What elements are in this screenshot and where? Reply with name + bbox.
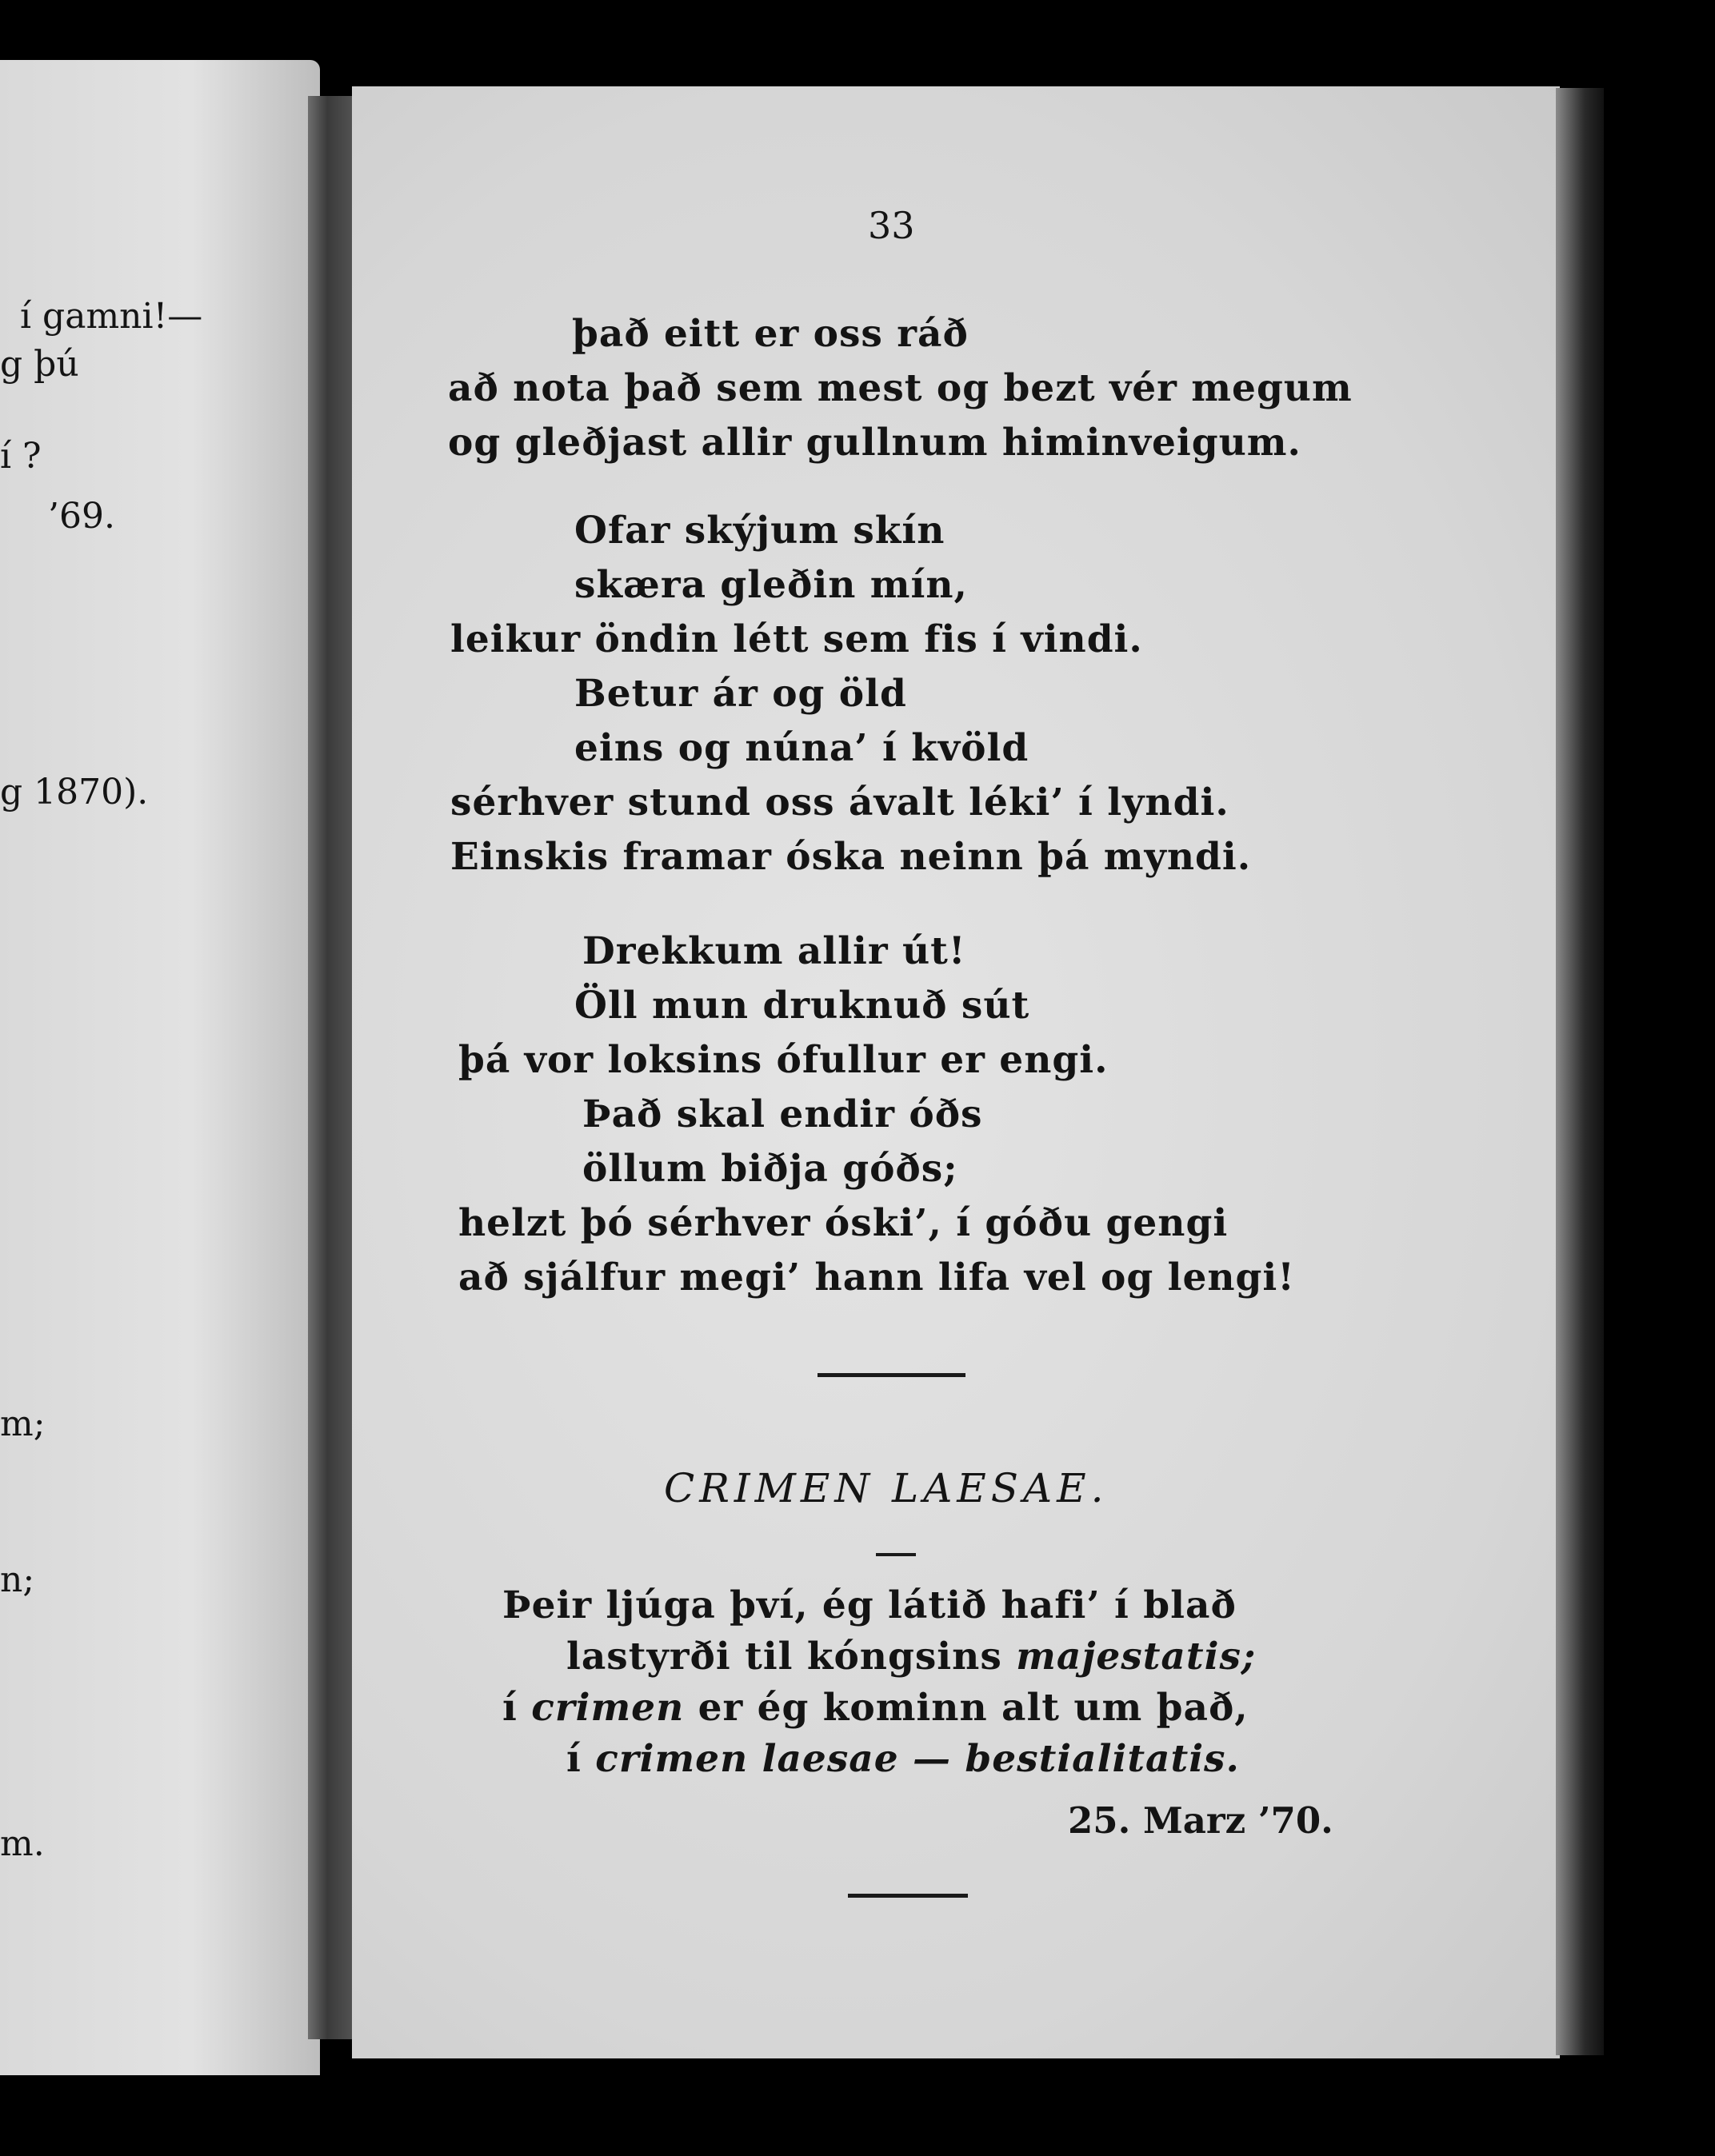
verse-line: Drekkum allir út! [582,929,966,973]
poem-line [566,1737,1240,1781]
verse-line: leikur öndin létt sem fis í vindi. [450,617,1143,661]
end-divider [848,1894,968,1898]
poem-title: CRIMEN LAESAE. [664,1465,1109,1511]
poem-line-italic: crimen [531,1686,685,1730]
right-page-edge [1556,88,1604,2055]
verse-line: Einskis framar óska neinn þá myndi. [450,835,1252,879]
left-text-fragment: í ? [0,436,42,477]
verse-line: Það skal endir óðs [582,1092,983,1136]
poem-line-text: í [502,1686,532,1730]
book-gutter [308,96,356,2039]
poem-line [566,1635,1256,1679]
left-text-fragment: g þú [0,344,79,385]
left-text-fragment: í gamni!— [20,296,203,337]
verse-line: Betur ár og öld [574,672,907,716]
left-page [0,60,320,2075]
poem-line-text: í [566,1737,596,1781]
verse-line: Öll mun druknuð sút [574,984,1030,1028]
left-text-fragment: m. [0,1823,45,1864]
verse-line: helzt þó sérhver óski’, í góðu gengi [458,1201,1229,1245]
left-text-fragment: n; [0,1559,35,1600]
verse-line: eins og núna’ í kvöld [574,726,1029,770]
verse-line: og gleðjast allir gullnum himinveigum. [448,421,1301,465]
page-number: 33 [868,204,915,247]
left-text-fragment: ’69. [48,496,115,537]
title-dash [876,1553,916,1556]
poem-line-italic: majestatis; [1016,1635,1257,1679]
section-divider [818,1373,965,1377]
poem-line: Þeir ljúga því, ég látið hafi’ í blað [502,1583,1237,1627]
left-text-fragment: m; [0,1403,46,1444]
verse-line: það eitt er oss ráð [572,312,969,356]
verse-line: að nota það sem mest og bezt vér megum [448,366,1353,410]
poem-line-text: er ég kominn alt um það, [684,1686,1249,1730]
verse-line: þá vor loksins ófullur er engi. [458,1038,1109,1082]
verse-line: skæra gleðin mín, [574,563,968,607]
verse-line: Ofar skýjum skín [574,509,945,553]
poem-date: 25. Marz ’70. [1068,1799,1333,1842]
verse-line: sérhver stund oss ávalt léki’ í lyndi. [450,781,1229,824]
left-text-fragment: g 1870). [0,772,149,812]
poem-line-italic: crimen laesae — bestialitatis. [595,1737,1240,1781]
verse-line: að sjálfur megi’ hann lifa vel og lengi! [458,1256,1295,1300]
poem-line-text: lastyrði til kóngsins [566,1635,1017,1679]
verse-line: öllum biðja góðs; [582,1147,958,1191]
poem-line [502,1686,1249,1730]
